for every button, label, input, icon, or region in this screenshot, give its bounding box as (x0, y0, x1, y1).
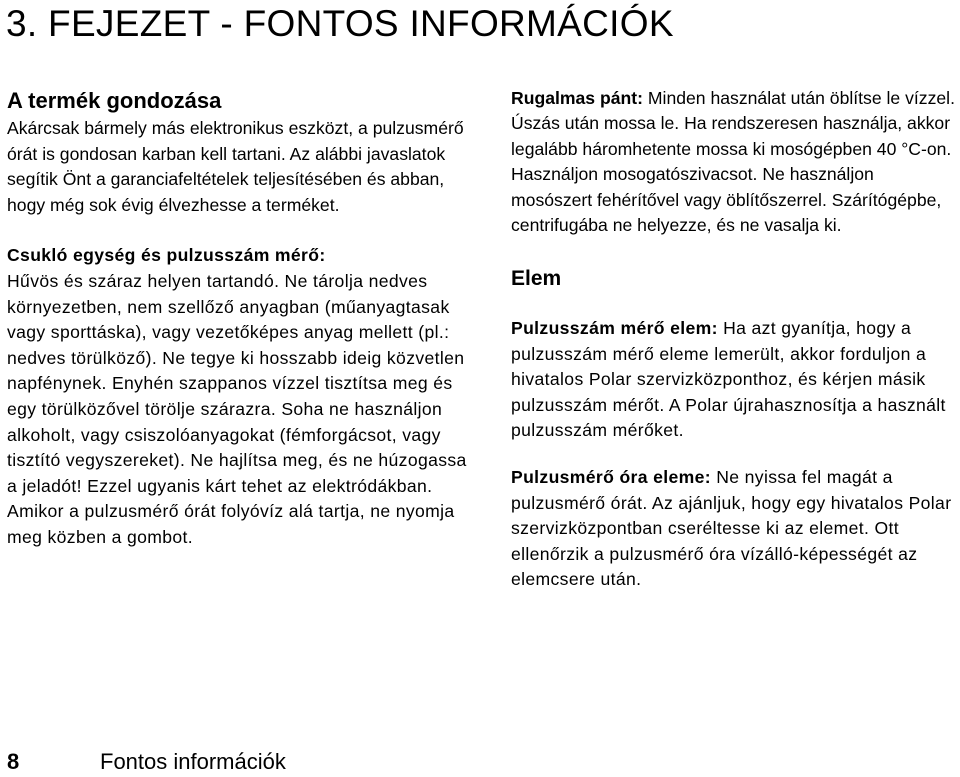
intro-paragraph: Akárcsak bármely más elektronikus eszközt, a pulzusmérő órát is gondosan karban kell tartani. Az alábbi javaslatok segítik Önt a garanciafeltételek teljesítésében és abban, hogy még sok évig élvezhesse a terméket. (7, 118, 464, 215)
watch-battery-paragraph (511, 465, 956, 592)
strap-paragraph (511, 86, 956, 238)
wrist-unit-paragraph: Hűvös és száraz helyen tartandó. Ne tárolja nedves környezetben, nem szellőző anyagban (műanyagtasak vagy sporttáska), vagy vezetőképes anyag mellett (pl.: nedves törülköző). Ne tegye ki hosszabb ideig közvetlen napfénynek. Enyhén szappanos vízzel tisztítsa meg és egy törülközővel törölje szárazra. Soha ne használjon alkoholt, vagy csiszolóanyagokat (fémforgácsot, vagy tisztító vegyszereket). Ne hajlítsa meg, és ne húzogassa a jeladót! Ezzel ugyanis kárt tehet az elektródákban. Amikor a pulzusmérő órát folyóvíz alá tartja, ne nyomja meg közben a gombot. (7, 270, 467, 547)
sensor-battery-label: Pulzusszám mérő elem: (511, 318, 718, 339)
watch-battery-label: Pulzusmérő óra eleme: (511, 467, 711, 488)
strap-text: Minden használat után öblítse le vízzel. Úszás után mossa le. Ha rendszeresen használja, akkor legalább háromhetente mossa ki mosógépben 40 °C-on. Használjon mosogatószivacsot. Ne használjon mosószert fehérítővel vagy öblítőszerrel. Szárítógépbe, centrifugába ne helyezze, és ne vasalja ki. (511, 88, 955, 236)
section-heading-product-care: A termék gondozása (7, 88, 222, 113)
left-column (7, 86, 477, 551)
battery-heading: Elem (511, 267, 562, 291)
chapter-title: 3. FEJEZET - FONTOS INFORMÁCIÓK (6, 3, 674, 44)
strap-label: Rugalmas pánt: (511, 88, 643, 108)
subheading-wrist-unit: Csukló egység és pulzusszám mérő: (7, 245, 326, 266)
page-number: 8 (7, 749, 20, 774)
sensor-battery-text: Ha azt gyanítja, hogy a pulzusszám mérő eleme lemerült, akkor forduljon a hivatalos Polar szervizközponthoz, és kérjen másik pulzusszám mérőt. A Polar újrahasznosítja a használt pulzusszám mérőket. (511, 318, 946, 441)
sensor-battery-paragraph (511, 316, 956, 443)
page-footer (0, 748, 960, 777)
watch-battery-text: Ne nyissa fel magát a pulzusmérő órát. Az ajánljuk, hogy egy hivatalos Polar szervizközpontban cseréltesse ki az elemet. Ott ellenőrzik a pulzusmérő óra vízálló-képességét az elemcsere után. (511, 467, 952, 590)
right-column (511, 86, 956, 593)
footer-section-label: Fontos információk (100, 749, 286, 774)
